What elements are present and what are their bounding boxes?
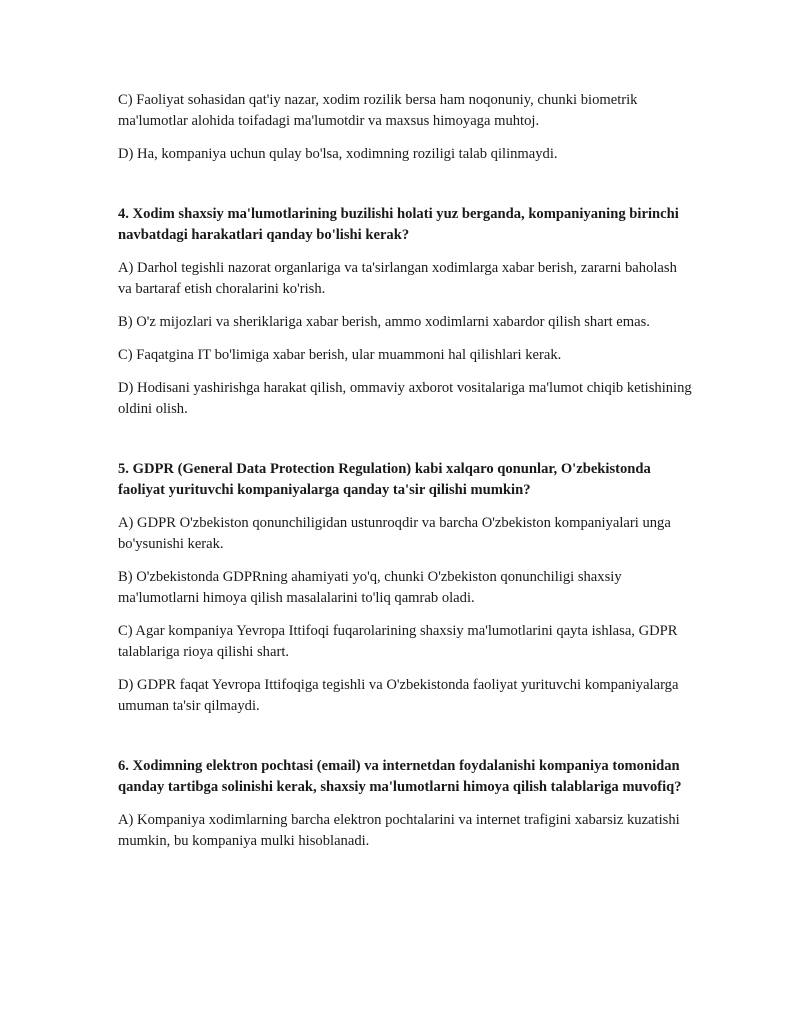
question-4: 4. Xodim shaxsiy ma'lumotlarining buzilishi holati yuz berganda, kompaniyaning birinchi navbatdagi harakatlari qanday bo'lishi kerak? xyxy=(118,206,679,243)
question-5: 5. GDPR (General Data Protection Regulation) kabi xalqaro qonunlar, O'zbekistonda faoliyat yurituvchi kompaniyalarga qanday ta'sir qilishi mumkin? xyxy=(118,461,651,498)
answer-option-6a: A) Kompaniya xodimlarning barcha elektron pochtalarini va internet trafigini xabarsiz kuzatishi mumkin, bu kompaniya mulki hisoblanadi. xyxy=(118,812,680,849)
answer-option-4c: C) Faqatgina IT bo'limiga xabar berish, ular muammoni hal qilishlari kerak. xyxy=(118,347,562,363)
answer-option-5d: D) GDPR faqat Yevropa Ittifoqiga tegishli va O'zbekistonda faoliyat yurituvchi kompaniyalarga umuman ta'sir qilmaydi. xyxy=(118,677,679,714)
answer-option-4d: D) Hodisani yashirishga harakat qilish, ommaviy axborot vositalariga ma'lumot chiqib ketishining oldini olish. xyxy=(118,380,692,417)
answer-option-5a: A) GDPR O'zbekiston qonunchiligidan ustunroqdir va barcha O'zbekiston kompaniyalari unga bo'ysunishi kerak. xyxy=(118,515,671,552)
answer-option-5b: B) O'zbekistonda GDPRning ahamiyati yo'q, chunki O'zbekiston qonunchiligi shaxsiy ma'lumotlarni himoya qilish masalalarini to'liq qamrab oladi. xyxy=(118,569,622,606)
answer-option-4b: B) O'z mijozlari va sheriklariga xabar berish, ammo xodimlarni xabardor qilish shart emas. xyxy=(118,314,650,330)
document-page xyxy=(118,90,693,864)
answer-option-3d: D) Ha, kompaniya uchun qulay bo'lsa, xodimning roziligi talab qilinmaydi. xyxy=(118,146,558,162)
answer-option-3c: C) Faoliyat sohasidan qat'iy nazar, xodim rozilik bersa ham noqonuniy, chunki biometrik ma'lumotlar alohida toifadagi ma'lumotdir va maxsus himoyaga muhtoj. xyxy=(118,92,638,129)
answer-option-5c: C) Agar kompaniya Yevropa Ittifoqi fuqarolarining shaxsiy ma'lumotlarini qayta ishlasa, GDPR talablariga rioya qilishi shart. xyxy=(118,623,678,660)
question-6: 6. Xodimning elektron pochtasi (email) va internetdan foydalanishi kompaniya tomonidan qanday tartibga solinishi kerak, shaxsiy ma'lumotlarni himoya qilish talablariga muvofiq? xyxy=(118,758,682,795)
answer-option-4a: A) Darhol tegishli nazorat organlariga va ta'sirlangan xodimlarga xabar berish, zararni baholash va bartaraf etish choralarini ko'rish. xyxy=(118,260,677,297)
